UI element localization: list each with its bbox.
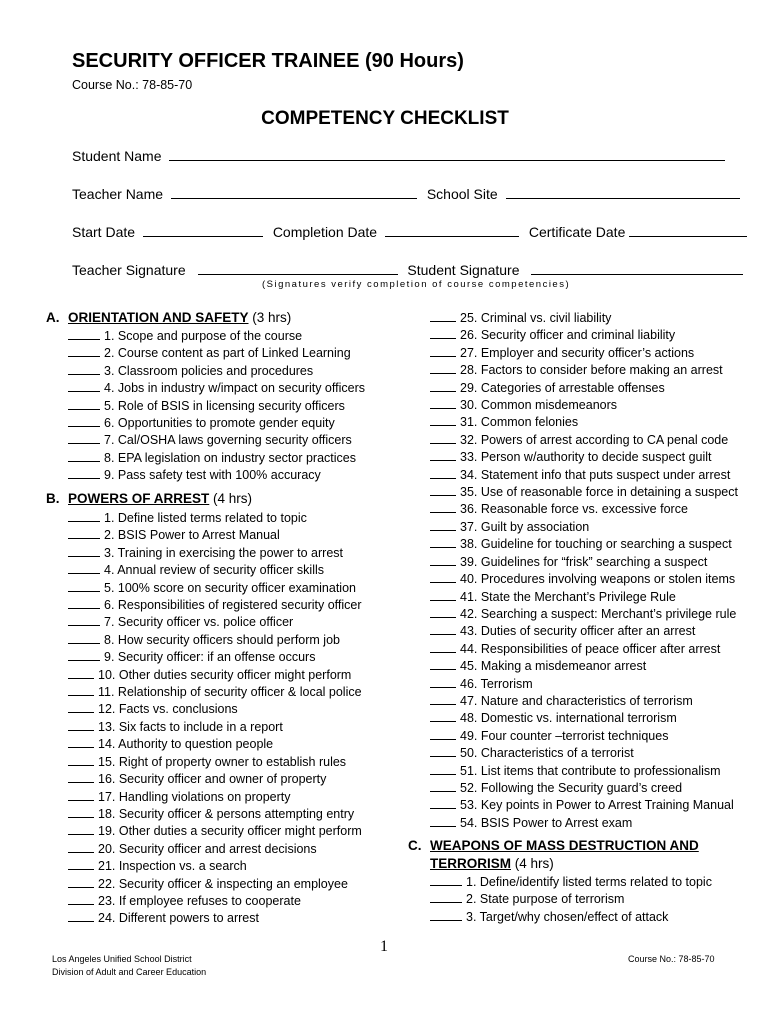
checklist-item [68,667,362,684]
checkbox-blank[interactable] [430,623,456,635]
section-c-heading-line2 [430,856,554,871]
checklist-item-label: 36. Reasonable force vs. excessive force [460,502,688,517]
signatures-row [72,261,743,278]
checklist-item-label: 35. Use of reasonable force in detaining a suspect [460,485,738,500]
start-date-label: Start Date [72,224,136,240]
student-name-row [72,147,725,164]
checklist-item [68,415,365,432]
checklist-item [430,589,738,606]
checklist-item [68,649,362,666]
dates-row [72,223,747,240]
checkbox-blank[interactable] [68,910,94,922]
checklist-item-label: 8. How security officers should perform job [104,632,340,647]
checklist-item [430,891,712,908]
checklist-item-label: 9. Security officer: if an offense occurs [104,650,316,665]
section-a-hours: (3 hrs) [248,310,292,325]
footer-division: Division of Adult and Career Education [52,967,207,977]
checkbox-blank[interactable] [430,380,456,392]
checklist-item-label: 31. Common felonies [460,415,579,430]
checklist-item-label: 23. If employee refuses to cooperate [98,893,301,908]
school-site-line[interactable] [506,185,740,199]
footer-district: Los Angeles Unified School District [52,954,192,964]
section-c-letter: C. [408,838,422,853]
checklist-item [430,815,738,832]
checklist-item-label: 10. Other duties security officer might perform [98,667,352,682]
checklist-item-label: 45. Making a misdemeanor arrest [460,659,647,674]
checkbox-blank[interactable] [430,571,456,583]
checklist-item [68,771,362,788]
checklist-item [430,362,738,379]
checkbox-blank[interactable] [430,397,456,409]
checklist-item-label: 44. Responsibilities of peace officer after arrest [460,641,721,656]
checklist-item-label: 29. Categories of arrestable offenses [460,380,665,395]
checkbox-blank[interactable] [430,658,456,670]
checklist-item-label: 25. Criminal vs. civil liability [460,311,612,325]
section-c-hours: (4 hrs) [511,856,554,871]
start-date-line[interactable] [143,223,263,237]
checklist-item-label: 54. BSIS Power to Arrest exam [460,815,633,830]
checklist-item-label: 5. Role of BSIS in licensing security officers [104,398,345,413]
checklist-item-label: 14. Authority to question people [98,737,274,752]
checkbox-blank[interactable] [430,606,456,618]
checklist-item [68,398,365,415]
checklist-item [430,484,738,501]
checklist-item-label: 6. Opportunities to promote gender equity [104,416,335,431]
checkbox-blank[interactable] [430,676,456,688]
checklist-item-label: 20. Security officer and arrest decisions [98,841,317,856]
checklist-item-label: 46. Terrorism [460,676,533,691]
checklist-item [68,614,362,631]
checklist-item-label: 2. Course content as part of Linked Learning [104,346,351,361]
checklist-item-label: 33. Person w/authority to decide suspect guilt [460,450,712,465]
checkbox-blank[interactable] [430,449,456,461]
checklist-item-label: 37. Guilt by association [460,519,590,534]
checklist-item [430,397,738,414]
checkbox-blank[interactable] [68,467,100,479]
checklist-item-label: 3. Training in exercising the power to arrest [104,545,344,560]
checkbox-blank[interactable] [68,328,100,340]
checkbox-blank[interactable] [68,736,94,748]
teacher-name-row [72,185,740,202]
checkbox-blank[interactable] [430,745,456,757]
checkbox-blank[interactable] [68,806,94,818]
checklist-item [430,310,738,327]
checklist-item [68,876,362,893]
checkbox-blank[interactable] [68,667,94,679]
checklist-item [68,345,365,362]
checklist-item [430,467,738,484]
checklist-item [68,632,362,649]
signature-note: (Signatures verify completion of course competencies) [262,279,571,290]
checkbox-blank[interactable] [430,728,456,740]
checklist-item-label: 39. Guidelines for “frisk” searching a suspect [460,554,708,569]
checklist-item [68,467,365,484]
checkbox-blank[interactable] [430,641,456,653]
checklist-item [68,823,362,840]
checklist-item-label: 51. List items that contribute to professionalism [460,763,721,778]
checklist-item [68,736,362,753]
checkbox-blank[interactable] [68,789,94,801]
checklist-item-label: 3. Target/why chosen/effect of attack [466,909,669,924]
checklist-item-label: 7. Security officer vs. police officer [104,615,294,630]
checklist-item [430,693,738,710]
checkbox-blank[interactable] [430,519,456,531]
checkbox-blank[interactable] [430,780,456,792]
certificate-date-label: Certificate Date [528,224,626,240]
checkbox-blank[interactable] [68,450,100,462]
checklist-item [68,684,362,701]
checklist-item [68,580,362,597]
checklist-item [68,789,362,806]
checklist-item-label: 11. Relationship of security officer & local police [98,685,362,700]
checklist-item-label: 1. Scope and purpose of the course [104,329,303,343]
checkbox-blank[interactable] [430,414,456,426]
checklist-item-label: 18. Security officer & persons attempting entry [98,806,355,821]
checklist-item [68,450,365,467]
checkbox-blank[interactable] [68,527,100,539]
checkbox-blank[interactable] [430,310,456,322]
checklist-item-label: 21. Inspection vs. a search [98,859,247,874]
checklist-item [430,327,738,344]
checklist-item [430,571,738,588]
checkbox-blank[interactable] [430,589,456,601]
checkbox-blank[interactable] [68,562,100,574]
checklist-item-label: 30. Common misdemeanors [460,398,618,413]
checklist-item-label: 27. Employer and security officer’s actions [460,345,695,360]
checklist-item-label: 1. Define/identify listed terms related to topic [466,875,712,889]
checkbox-blank[interactable] [430,797,456,809]
checklist-item [430,501,738,518]
student-name-label: Student Name [72,148,162,164]
checklist-item [68,719,362,736]
checkbox-blank[interactable] [430,891,462,903]
checkbox-blank[interactable] [68,754,94,766]
checklist-item [68,754,362,771]
checkbox-blank[interactable] [430,693,456,705]
checklist-item [430,414,738,431]
checklist-item [68,432,365,449]
checkbox-blank[interactable] [68,345,100,357]
checklist-item [68,893,362,910]
checkbox-blank[interactable] [68,684,94,696]
certificate-date-line[interactable] [629,223,747,237]
checklist-item [430,449,738,466]
checkbox-blank[interactable] [68,545,100,557]
checkbox-blank[interactable] [430,874,462,886]
checklist-item-label: 4. Annual review of security officer skills [104,563,325,578]
checkbox-blank[interactable] [68,858,94,870]
checklist-item [430,623,738,640]
checklist-item-label: 15. Right of property owner to establish rules [98,754,347,769]
checklist-item-label: 16. Security officer and owner of property [98,772,327,787]
page-number: 1 [380,938,388,955]
checklist-item [68,597,362,614]
school-site-label: School Site [426,186,498,202]
section-c-list [430,874,712,926]
checklist-item-label: 24. Different powers to arrest [98,911,259,926]
checklist-item-label: 49. Four counter –terrorist techniques [460,728,669,743]
checkbox-blank[interactable] [68,580,100,592]
checklist-item-label: 7. Cal/OSHA laws governing security officers [104,433,352,448]
completion-date-label: Completion Date [272,224,378,240]
checklist-item [430,658,738,675]
checklist-item [68,510,362,527]
checkbox-blank[interactable] [68,841,94,853]
checklist-item-label: 52. Following the Security guard’s creed [460,780,683,795]
section-c-heading [408,838,699,853]
checkbox-blank[interactable] [68,632,100,644]
checklist-item [430,676,738,693]
section-c-title-line1: WEAPONS OF MASS DESTRUCTION AND [430,838,699,853]
completion-date-line[interactable] [385,223,519,237]
checklist-item-label: 43. Duties of security officer after an arrest [460,624,696,639]
checkbox-blank[interactable] [68,614,100,626]
checklist-item-label: 40. Procedures involving weapons or stolen items [460,572,736,587]
checklist-item [68,701,362,718]
checkbox-blank[interactable] [430,909,462,921]
footer-course-number: Course No.: 78-85-70 [628,954,715,964]
checklist-item-label: 9. Pass safety test with 100% accuracy [104,468,321,483]
checkbox-blank[interactable] [68,823,94,835]
checklist-item-label: 50. Characteristics of a terrorist [460,746,634,761]
checklist-item-label: 8. EPA legislation on industry sector practices [104,450,356,465]
checklist-item [68,363,365,380]
section-a-title: ORIENTATION AND SAFETY [68,310,249,325]
course-number: Course No.: 78-85-70 [72,78,193,92]
checkbox-blank[interactable] [68,415,100,427]
checkbox-blank[interactable] [430,763,456,775]
checkbox-blank[interactable] [68,363,100,375]
checklist-item [430,536,738,553]
checklist-item-label: 42. Searching a suspect: Merchant’s privilege rule [460,606,737,621]
section-b-letter: B. [46,491,60,506]
section-a-list [68,328,365,485]
section-b-hours: (4 hrs) [209,491,253,506]
footer-district-block [52,953,206,979]
document-title: SECURITY OFFICER TRAINEE (90 Hours) [72,50,464,72]
checklist-item [430,763,738,780]
section-b-heading [46,491,252,506]
checkbox-blank[interactable] [68,510,100,522]
teacher-name-label: Teacher Name [72,186,164,202]
checklist-item-label: 6. Responsibilities of registered security officer [104,598,362,613]
checklist-item [430,380,738,397]
checklist-item [430,797,738,814]
teacher-signature-line[interactable] [198,261,398,275]
checklist-item [430,345,738,362]
checkbox-blank[interactable] [68,649,100,661]
checkbox-blank[interactable] [68,701,94,713]
checklist-item [430,874,712,891]
checkbox-blank[interactable] [430,536,456,548]
checklist-item [68,545,362,562]
section-a-letter: A. [46,310,60,325]
checkbox-blank[interactable] [430,815,456,827]
teacher-signature-label: Teacher Signature [72,262,186,278]
checklist-item [430,745,738,762]
checklist-item [430,641,738,658]
checkbox-blank[interactable] [430,362,456,374]
checklist-item-label: 48. Domestic vs. international terrorism [460,711,677,726]
section-c-title-line2: TERRORISM [430,856,511,871]
checklist-item-label: 1. Define listed terms related to topic [104,511,307,525]
checklist-item-label: 38. Guideline for touching or searching a suspect [460,537,732,552]
checklist-item [430,909,712,926]
checklist-item-label: 5. 100% score on security officer examination [104,580,356,595]
checklist-item [430,728,738,745]
checklist-item-label: 47. Nature and characteristics of terrorism [460,693,693,708]
checklist-item-label: 17. Handling violations on property [98,789,291,804]
student-name-line[interactable] [169,147,725,161]
checklist-item [430,519,738,536]
checklist-item-label: 2. State purpose of terrorism [466,892,625,907]
checklist-item-label: 34. Statement info that puts suspect under arrest [460,467,731,482]
checkbox-blank[interactable] [68,398,100,410]
checkbox-blank[interactable] [68,771,94,783]
checklist-item [68,806,362,823]
checklist-item-label: 13. Six facts to include in a report [98,719,283,734]
section-a-heading [46,310,291,325]
checkbox-blank[interactable] [68,719,94,731]
section-b-title: POWERS OF ARREST [68,491,210,506]
checklist-item-label: 41. State the Merchant’s Privilege Rule [460,589,676,604]
checkbox-blank[interactable] [430,345,456,357]
checklist-item [68,858,362,875]
checkbox-blank[interactable] [68,432,100,444]
checklist-item-label: 26. Security officer and criminal liability [460,328,676,343]
checkbox-blank[interactable] [430,501,456,513]
checkbox-blank[interactable] [430,432,456,444]
checkbox-blank[interactable] [68,597,100,609]
checklist-item-label: 3. Classroom policies and procedures [104,363,314,378]
checklist-item [68,380,365,397]
section-b-list [68,510,362,928]
checklist-item-label: 32. Powers of arrest according to CA penal code [460,432,729,447]
checklist-item-label: 2. BSIS Power to Arrest Manual [104,528,280,543]
checklist-item-label: 4. Jobs in industry w/impact on security officers [104,381,365,396]
checklist-item [68,328,365,345]
checkbox-blank[interactable] [68,893,94,905]
checkbox-blank[interactable] [430,327,456,339]
checkbox-blank[interactable] [430,484,456,496]
checklist-item [68,910,362,927]
checklist-item [430,554,738,571]
checkbox-blank[interactable] [430,710,456,722]
checklist-item [68,841,362,858]
checklist-item [68,527,362,544]
checkbox-blank[interactable] [68,380,100,392]
checklist-item-label: 22. Security officer & inspecting an employee [98,876,348,891]
student-signature-line[interactable] [531,261,743,275]
teacher-name-line[interactable] [171,185,417,199]
student-signature-label: Student Signature [407,262,520,278]
checkbox-blank[interactable] [430,467,456,479]
checkbox-blank[interactable] [68,876,94,888]
checklist-item [430,710,738,727]
checklist-item-label: 12. Facts vs. conclusions [98,702,238,717]
checklist-item [430,432,738,449]
checklist-item [430,780,738,797]
checkbox-blank[interactable] [430,554,456,566]
checklist-item [68,562,362,579]
checklist-item [430,606,738,623]
checklist-title: COMPETENCY CHECKLIST [261,108,509,129]
checklist-item-label: 28. Factors to consider before making an arrest [460,363,723,378]
checklist-item-label: 53. Key points in Power to Arrest Training Manual [460,798,734,813]
section-b-list-continued [430,310,738,832]
checklist-item-label: 19. Other duties a security officer might perform [98,824,362,839]
